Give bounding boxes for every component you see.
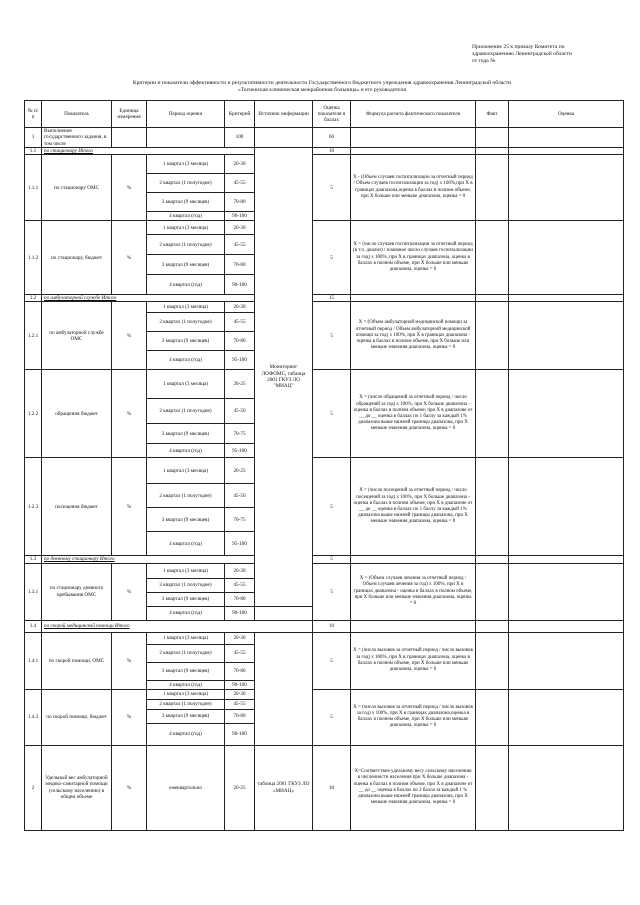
row-indicator: по стационару дневного пребывания ОМС xyxy=(42,563,112,620)
section-row xyxy=(25,556,624,563)
header-points: Оценка показателя в баллах xyxy=(313,101,351,128)
section-title: по стационару Итого xyxy=(42,147,255,154)
row-num: 1.3 xyxy=(25,556,42,563)
criterion-cell: 20-25 xyxy=(225,745,255,830)
criterion-cell: 45-50 xyxy=(225,399,255,424)
row-num: 1.2.3 xyxy=(25,458,42,556)
header-row xyxy=(25,101,624,128)
source-merged: Мониторинг ЛОФОМС, таблица 2001 ГКУЗ ЛО "МИАЦ" xyxy=(255,147,313,606)
period-cell: 1 квартал (3 месяца) xyxy=(147,370,225,399)
row-unit: % xyxy=(112,632,147,689)
criterion-cell: 70-80 xyxy=(225,193,255,212)
criterion-cell: 90-100 xyxy=(225,212,255,221)
header-fact: Факт xyxy=(476,101,509,128)
period-cell: 2 квартал (1 полугодие) xyxy=(147,399,225,424)
header-period: Период оценки xyxy=(147,101,225,128)
criterion-cell: 70-80 xyxy=(225,592,255,606)
section-row xyxy=(25,620,624,632)
row-num: 1.4.1 xyxy=(25,632,42,689)
header-criterion: Критерий xyxy=(225,101,255,128)
row-num: 1.1 xyxy=(25,147,42,154)
period-cell: 4 квартал (год) xyxy=(147,606,225,620)
row-indicator: по скорой помощи, бюджет xyxy=(42,689,112,745)
row-formula: Х = (число вызовов за отчетный период / число вызовов за год) х 100%, при Х в границах диапазона,оценка в баллах в полном объеме, при Х больше или меньше диапазона, оценка = 0 xyxy=(351,689,476,745)
row-points: 5 xyxy=(313,556,351,563)
row-num: 1.1.2 xyxy=(25,221,42,295)
header-unit: Единица измерения xyxy=(112,101,147,128)
table-row xyxy=(25,370,624,399)
period-cell: 3 квартал (9 месяцев) xyxy=(147,508,225,532)
criterion-cell: 20-30 xyxy=(225,221,255,235)
period-cell: 2 квартал (1 полугодие) xyxy=(147,578,225,592)
criterion-cell: 95-100 xyxy=(225,444,255,458)
row-formula: Х - (Объем случаев госпитализации за отчетный период / Объем случаев госпитализации за год) х 100%,при Х в границах диапазона,оценка в баллах в полном объеме, при Х больше или меньше диапазона, оценка = 0 xyxy=(351,155,476,221)
row-points: 10 xyxy=(313,745,351,830)
section-row xyxy=(25,295,624,302)
period-cell: 3 квартал (9 месяцев) xyxy=(147,193,225,212)
table-row xyxy=(25,458,624,484)
table-row xyxy=(25,221,624,235)
criterion-cell: 90-100 xyxy=(225,606,255,620)
row-indicator: по стационару ОМС xyxy=(42,155,112,221)
row-unit: % xyxy=(112,458,147,556)
row-unit: % xyxy=(112,563,147,620)
row-points: 5 xyxy=(313,221,351,295)
title-line-2: «Тосненская клиническая межрайонная больница» и его руководителя xyxy=(237,87,407,93)
row-formula: Х = (Объем амбулаторной медицинской помощи за отчетный период / Объем амбулаторной медицинской помощи за год) х 100%, при Х в границах диапазона - оценка в баллах в полном объеме, при Х больше или меньше значения диапазона, оценка = 0 xyxy=(351,302,476,370)
row-points: 5 xyxy=(313,458,351,556)
row-unit: % xyxy=(112,302,147,370)
criterion-cell: 95-100 xyxy=(225,532,255,556)
period-cell: 4 квартал (год) xyxy=(147,351,225,370)
criterion-cell: 45-55 xyxy=(225,699,255,709)
row-num: 1.2 xyxy=(25,295,42,302)
row-points: 10 xyxy=(313,147,351,154)
appendix-line-2: здравоохранению Ленинградской области xyxy=(472,51,572,57)
row-formula: Х = (число вызовов за отчетный период / число вызовов за год) х 100%, при Х в границах диапазона, оценка в баллах в полном объеме, при Х больше или меньше диапазона, оценка = 0 xyxy=(351,632,476,689)
row-indicator: Удельный вес амбулаторной медико-санитарной помощи (сельскому населению) в общем объеме xyxy=(42,745,112,830)
period-cell: 2 квартал (1 полугодие) xyxy=(147,699,225,709)
section-title: по амбулаторной службе Итого xyxy=(42,295,255,302)
period-cell: 3 квартал (9 месяцев) xyxy=(147,332,225,351)
row-points: 15 xyxy=(313,295,351,302)
period-cell: 1 квартал (3 месяца) xyxy=(147,221,225,235)
header-formula: Формула расчета фактического показателя xyxy=(351,101,476,128)
row-num: 1.2.1 xyxy=(25,302,42,370)
row-points: 5 xyxy=(313,632,351,689)
row-formula: Х=Соответствие удельному весу сельскому населению в численности населения при Х больше диапазона - оценка в баллах в полном объеме, при Х в диапазоне от __ до __ оценка в баллах по 2 балла за каждый 1 % диапазона выше нижней границы диапазона, при Х меньше значения диапазона, оценка = 0 xyxy=(351,745,476,830)
row-num: 1.1.1 xyxy=(25,155,42,221)
criterion-cell: 70-75 xyxy=(225,508,255,532)
period-cell: 4 квартал (год) xyxy=(147,680,225,689)
row-formula: Х = (число случаев госпитализации за отчетный период (в т.ч. диализ) / плановое число случаев госпитализации за год) х 100%, при Х в границах диапазона, оценка в баллах в полном объеме, при Х больше или меньше диапазона, оценка = 0 xyxy=(351,221,476,295)
period-cell: 4 квартал (год) xyxy=(147,444,225,458)
row-criterion: 100 xyxy=(225,128,255,148)
row-formula: Х = (Объем случаев лечения за отчетный период / Объем случаев лечения за год) х 100%, при Х в границах диапазона - оценка в баллах в полном объеме, при Х больше или меньше значения диапазона, оценка = 0 xyxy=(351,563,476,620)
row-points: 5 xyxy=(313,302,351,370)
period-cell: 3 квартал (9 месяцев) xyxy=(147,424,225,444)
period-cell: 2 квартал (1 полугодие) xyxy=(147,644,225,662)
row-points: 10 xyxy=(313,620,351,632)
criterion-cell: 45-55 xyxy=(225,235,255,255)
row-unit: % xyxy=(112,689,147,745)
appendix-line-1: Приложение 25 к приказу Комитета по xyxy=(472,44,565,50)
period-cell: 1 квартал (3 месяца) xyxy=(147,302,225,313)
period-cell: 3 квартал (9 месяцев) xyxy=(147,709,225,723)
period-cell: 4 квартал (год) xyxy=(147,275,225,295)
criterion-cell: 45-55 xyxy=(225,578,255,592)
criterion-cell: 20-30 xyxy=(225,302,255,313)
period-cell: 1 квартал (3 месяца) xyxy=(147,458,225,484)
row-points: 60 xyxy=(313,128,351,148)
criterion-cell: 20-30 xyxy=(225,632,255,644)
criterion-cell: 90-100 xyxy=(225,723,255,745)
table-row xyxy=(25,128,624,148)
criterion-cell: 90-100 xyxy=(225,275,255,295)
criterion-cell: 45-55 xyxy=(225,174,255,193)
section-title: по дневному стационару Итого xyxy=(42,556,255,563)
period-cell: 1 квартал (3 месяца) xyxy=(147,632,225,644)
row-num: 1.3.1 xyxy=(25,563,42,620)
appendix-note xyxy=(472,44,622,65)
criterion-cell: 45-55 xyxy=(225,644,255,662)
header-num: № п/п xyxy=(25,101,42,128)
section-title: по скорой медицинской помощи Итого xyxy=(42,620,313,632)
criterion-cell: 45-50 xyxy=(225,484,255,508)
criteria-table xyxy=(24,100,624,831)
criterion-cell: 20-30 xyxy=(225,155,255,174)
period-cell: 1 квартал (3 месяца) xyxy=(147,689,225,699)
period-cell: 3 квартал (9 месяцев) xyxy=(147,662,225,680)
row-num: 2 xyxy=(25,745,42,830)
row-points: 5 xyxy=(313,689,351,745)
document-title xyxy=(24,80,620,94)
period-cell: 2 квартал (1 полугодие) xyxy=(147,174,225,193)
period-cell: 4 квартал (год) xyxy=(147,723,225,745)
row-formula: Х = (число посещений за отчетный период / число посещений за год) х 100%, при Х больше диапазона - оценка в баллах в полном объеме, при Х в диапазоне от __ до __ оценка в баллах по 1 баллу за каждый 1% диапазона выше нижней границы диапазона, при Х меньше значения диапазона, оценка = 0 xyxy=(351,458,476,556)
row-num: 1 xyxy=(25,128,42,148)
criterion-cell: 70-75 xyxy=(225,424,255,444)
row-indicator: посещения бюджет xyxy=(42,458,112,556)
criterion-cell: 70-80 xyxy=(225,709,255,723)
criterion-cell: 70-80 xyxy=(225,332,255,351)
row-unit: % xyxy=(112,221,147,295)
section-row xyxy=(25,147,624,154)
period-cell: 2 квартал (1 полугодие) xyxy=(147,235,225,255)
table-row xyxy=(25,632,624,644)
period-cell: 2 квартал (1 полугодие) xyxy=(147,313,225,332)
period-cell: 1 квартал (3 месяца) xyxy=(147,563,225,578)
period-cell: ежеквартально xyxy=(147,745,225,830)
table-row xyxy=(25,689,624,699)
criterion-cell: 20-30 xyxy=(225,563,255,578)
row-points: 5 xyxy=(313,155,351,221)
row-indicator: Выполнение государственного задания, в том числе xyxy=(42,128,112,148)
row-indicator: по стационару, бюджет xyxy=(42,221,112,295)
header-indicator: Показатель xyxy=(42,101,112,128)
criterion-cell: 45-55 xyxy=(225,313,255,332)
row-num: 1.4 xyxy=(25,620,42,632)
row-indicator: по амбулаторной службе ОМС xyxy=(42,302,112,370)
criterion-cell: 70-80 xyxy=(225,255,255,275)
row-source: таблица 2001 ГКУЗ ЛО «МИАЦ» xyxy=(255,745,313,830)
table-row xyxy=(25,155,624,174)
title-line-1: Критерии и показатели эффективности и результативности деятельности Государственного бюджетного учреждения здравоохранения Ленинградской области xyxy=(132,80,512,86)
period-cell: 1 квартал (3 месяца) xyxy=(147,155,225,174)
period-cell: 4 квартал (год) xyxy=(147,212,225,221)
row-indicator: обращения бюджет xyxy=(42,370,112,458)
row-formula: Х = (число обращений за отчетный период / число обращений за год) х 100%, при Х больше диапазона - оценка в баллах в полном объеме; при Х в диапазоне от __ до __ оценка в баллах по 1 баллу за каждый 1% диапазона выше нижней границы диапазона, при Х меньше значения диапазона, оценка = 0 xyxy=(351,370,476,458)
period-cell: 4 квартал (год) xyxy=(147,532,225,556)
header-score: Оценка xyxy=(509,101,624,128)
row-unit: % xyxy=(112,155,147,221)
table-row xyxy=(25,302,624,313)
row-num: 1.2.2 xyxy=(25,370,42,458)
criterion-cell: 95-100 xyxy=(225,351,255,370)
header-source: Источник информации xyxy=(255,101,313,128)
criterion-cell: 70-80 xyxy=(225,662,255,680)
row-points: 5 xyxy=(313,563,351,620)
row-unit: % xyxy=(112,370,147,458)
period-cell: 2 квартал (1 полугодие) xyxy=(147,484,225,508)
table-row xyxy=(25,563,624,578)
criterion-cell: 90-100 xyxy=(225,680,255,689)
row-unit: % xyxy=(112,745,147,830)
criterion-cell: 20-30 xyxy=(225,689,255,699)
criterion-cell: 20-25 xyxy=(225,370,255,399)
row-num: 1.4.3 xyxy=(25,689,42,745)
period-cell: 3 квартал (9 месяцев) xyxy=(147,255,225,275)
period-cell: 3 квартал (9 месяцев) xyxy=(147,592,225,606)
row-points: 5 xyxy=(313,370,351,458)
appendix-line-3: от года № xyxy=(472,58,496,64)
criterion-cell: 20-25 xyxy=(225,458,255,484)
table-row xyxy=(25,745,624,830)
row-indicator: по скорой помощи, ОМС xyxy=(42,632,112,689)
